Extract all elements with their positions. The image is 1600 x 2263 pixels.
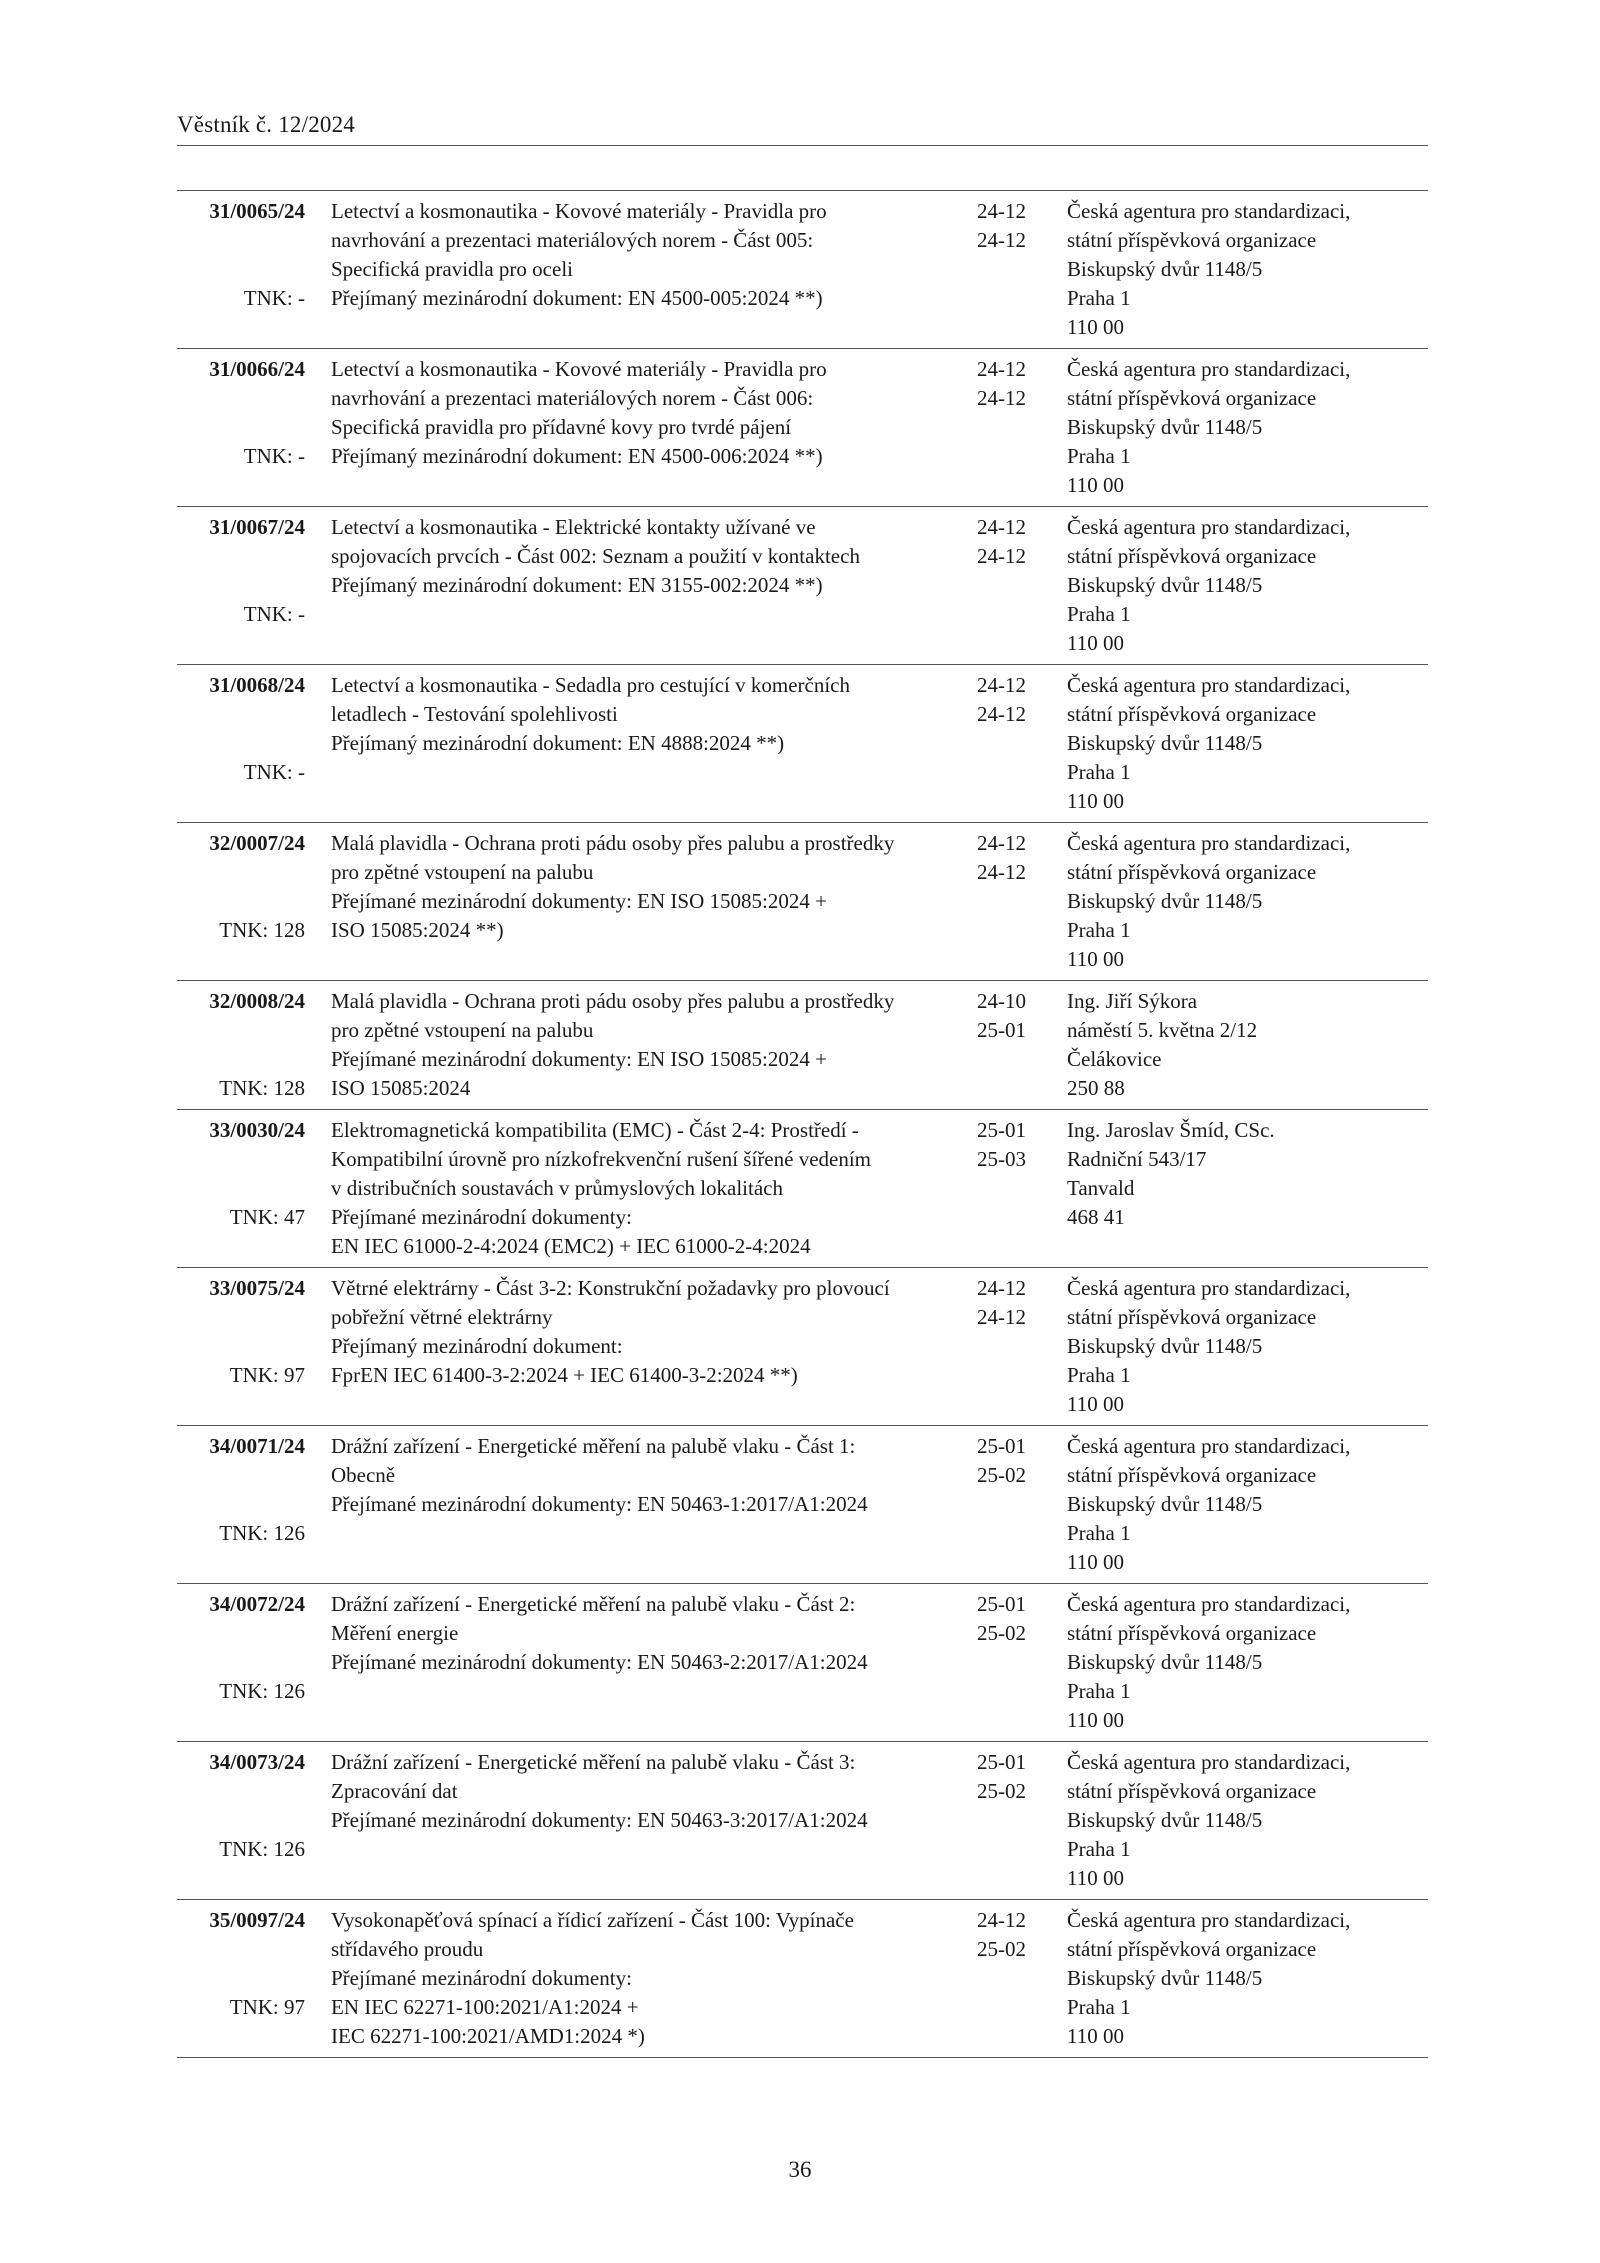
address-line: Biskupský dvůr 1148/5 [1067,1492,1263,1516]
address-line: Česká agentura pro standardizaci, [1067,673,1351,697]
standard-title-cell [305,1748,977,1893]
standard-title-cell [305,1116,977,1261]
address-cell [1067,829,1428,974]
address-line: 110 00 [1067,473,1124,497]
standard-number: 34/0072/24 [209,1592,305,1616]
date-value: 25-01 [977,1018,1026,1042]
dates-cell [977,1748,1067,1893]
address-cell [1067,197,1428,342]
address-line: 110 00 [1067,1866,1124,1890]
table-row [177,1426,1428,1584]
address-cell [1067,987,1428,1103]
standard-title-cell [305,1432,977,1577]
address-cell [1067,1748,1428,1893]
address-line: Biskupský dvůr 1148/5 [1067,1334,1263,1358]
standard-number: 31/0066/24 [209,357,305,381]
title-line: Přejímaný mezinárodní dokument: EN 4500-006:2024 **) [331,444,823,468]
address-line: Praha 1 [1067,760,1131,784]
tnk-label: TNK: 126 [219,1837,305,1861]
title-line: Drážní zařízení - Energetické měření na palubě vlaku - Část 1: [331,1434,856,1458]
standard-number: 32/0008/24 [209,989,305,1013]
standard-id-cell [177,197,305,342]
tnk-label: TNK: - [243,760,305,784]
date-value: 24-12 [977,673,1026,697]
standard-id-cell [177,1748,305,1893]
title-line: Elektromagnetická kompatibilita (EMC) - Část 2-4: Prostředí - [331,1118,859,1142]
standard-number: 35/0097/24 [209,1908,305,1932]
standard-number: 32/0007/24 [209,831,305,855]
address-cell [1067,1590,1428,1735]
title-line: letadlech - Testování spolehlivosti [331,702,618,726]
title-line: ISO 15085:2024 [331,1076,471,1100]
title-line: Drážní zařízení - Energetické měření na palubě vlaku - Část 2: [331,1592,856,1616]
address-line: Čelákovice [1067,1047,1162,1071]
table-row [177,1900,1428,2058]
standard-title-cell [305,1274,977,1419]
address-line: náměstí 5. května 2/12 [1067,1018,1258,1042]
address-line: 110 00 [1067,1550,1124,1574]
title-line: Specifická pravidla pro oceli [331,257,573,281]
address-cell [1067,671,1428,816]
page-number: 36 [788,2157,812,2182]
address-cell [1067,1906,1428,2051]
title-line: Letectví a kosmonautika - Kovové materiály - Pravidla pro [331,199,827,223]
address-line: Praha 1 [1067,918,1131,942]
dates-cell [977,829,1067,974]
date-value: 24-12 [977,702,1026,726]
title-line: Přejímané mezinárodní dokumenty: EN ISO 15085:2024 + [331,1047,827,1071]
title-line: Malá plavidla - Ochrana proti pádu osoby přes palubu a prostředky [331,831,895,855]
address-line: státní příspěvková organizace [1067,544,1317,568]
date-value: 24-12 [977,1305,1026,1329]
page-header-title: Věstník č. 12/2024 [177,112,355,137]
header-divider [177,145,1428,146]
standard-title-cell [305,829,977,974]
title-line: Přejímaný mezinárodní dokument: EN 4888:2024 **) [331,731,785,755]
address-line: Praha 1 [1067,1995,1131,2019]
address-line: Česká agentura pro standardizaci, [1067,1592,1351,1616]
tnk-label: TNK: - [243,602,305,626]
date-value: 24-12 [977,544,1026,568]
title-line: Přejímaný mezinárodní dokument: EN 3155-002:2024 **) [331,573,823,597]
tnk-label: TNK: 128 [219,918,305,942]
address-line: Biskupský dvůr 1148/5 [1067,731,1263,755]
tnk-label: TNK: 97 [229,1363,305,1387]
date-value: 25-01 [977,1118,1026,1142]
standard-number: 33/0030/24 [209,1118,305,1142]
address-cell [1067,1432,1428,1577]
dates-cell [977,987,1067,1103]
address-line: 110 00 [1067,315,1124,339]
date-value: 24-12 [977,357,1026,381]
address-line: Ing. Jiří Sýkora [1067,989,1198,1013]
address-line: Praha 1 [1067,1521,1131,1545]
tnk-label: TNK: - [243,286,305,310]
tnk-label: TNK: 128 [219,1076,305,1100]
address-line: 110 00 [1067,1708,1124,1732]
dates-cell [977,197,1067,342]
address-cell [1067,1274,1428,1419]
title-line: Kompatibilní úrovně pro nízkofrekvenční rušení šířené vedením [331,1147,872,1171]
standard-id-cell [177,1116,305,1261]
address-line: Praha 1 [1067,1679,1131,1703]
address-line: Radniční 543/17 [1067,1147,1207,1171]
address-line: Česká agentura pro standardizaci, [1067,1908,1351,1932]
standard-title-cell [305,1906,977,2051]
table-row [177,981,1428,1110]
standard-title-cell [305,1590,977,1735]
title-line: spojovacích prvcích - Část 002: Seznam a použití v kontaktech [331,544,860,568]
table-row [177,507,1428,665]
date-value: 25-02 [977,1779,1026,1803]
address-line: Biskupský dvůr 1148/5 [1067,573,1263,597]
address-cell [1067,513,1428,658]
address-line: Česká agentura pro standardizaci, [1067,1750,1351,1774]
address-line: 110 00 [1067,2024,1124,2048]
title-line: navrhování a prezentaci materiálových norem - Část 005: [331,228,814,252]
address-line: Česká agentura pro standardizaci, [1067,199,1351,223]
address-line: Biskupský dvůr 1148/5 [1067,415,1263,439]
title-line: FprEN IEC 61400-3-2:2024 + IEC 61400-3-2:2024 **) [331,1363,798,1387]
date-value: 25-02 [977,1621,1026,1645]
title-line: EN IEC 61000-2-4:2024 (EMC2) + IEC 61000-2-4:2024 [331,1234,811,1258]
address-line: Praha 1 [1067,1837,1131,1861]
standard-id-cell [177,829,305,974]
title-line: Měření energie [331,1621,459,1645]
standard-id-cell [177,513,305,658]
address-line: Biskupský dvůr 1148/5 [1067,889,1263,913]
standard-number: 31/0068/24 [209,673,305,697]
standard-id-cell [177,1590,305,1735]
title-line: Přejímané mezinárodní dokumenty: [331,1966,632,1990]
address-line: Tanvald [1067,1176,1135,1200]
table-row [177,191,1428,349]
address-line: Česká agentura pro standardizaci, [1067,831,1351,855]
standard-number: 33/0075/24 [209,1276,305,1300]
title-line: ISO 15085:2024 **) [331,918,504,942]
standard-title-cell [305,987,977,1103]
address-line: Praha 1 [1067,286,1131,310]
address-line: Česká agentura pro standardizaci, [1067,1434,1351,1458]
title-line: Specifická pravidla pro přídavné kovy pro tvrdé pájení [331,415,792,439]
tnk-label: TNK: 126 [219,1521,305,1545]
table-row [177,1584,1428,1742]
title-line: Přejímané mezinárodní dokumenty: EN 50463-2:2017/A1:2024 [331,1650,868,1674]
title-line: pobřežní větrné elektrárny [331,1305,553,1329]
date-value: 25-02 [977,1463,1026,1487]
address-line: Biskupský dvůr 1148/5 [1067,257,1263,281]
tnk-label: TNK: - [243,444,305,468]
title-line: Drážní zařízení - Energetické měření na palubě vlaku - Část 3: [331,1750,856,1774]
dates-cell [977,1116,1067,1261]
address-line: státní příspěvková organizace [1067,1937,1317,1961]
standard-title-cell [305,671,977,816]
title-line: Obecně [331,1463,396,1487]
date-value: 24-12 [977,199,1026,223]
address-line: státní příspěvková organizace [1067,1779,1317,1803]
standard-id-cell [177,1906,305,2051]
table-row [177,349,1428,507]
standard-number: 34/0073/24 [209,1750,305,1774]
standard-id-cell [177,1432,305,1577]
dates-cell [977,355,1067,500]
address-line: státní příspěvková organizace [1067,1621,1317,1645]
address-line: 110 00 [1067,947,1124,971]
title-line: Přejímané mezinárodní dokumenty: EN 50463-1:2017/A1:2024 [331,1492,868,1516]
title-line: Přejímaný mezinárodní dokument: [331,1334,623,1358]
tnk-label: TNK: 47 [229,1205,305,1229]
date-value: 25-01 [977,1434,1026,1458]
date-value: 24-10 [977,989,1026,1013]
address-line: státní příspěvková organizace [1067,1305,1317,1329]
table-row [177,823,1428,981]
date-value: 24-12 [977,386,1026,410]
date-value: 25-01 [977,1592,1026,1616]
address-line: Praha 1 [1067,602,1131,626]
tnk-label: TNK: 126 [219,1679,305,1703]
title-line: střídavého proudu [331,1937,484,1961]
standard-title-cell [305,197,977,342]
standard-number: 31/0067/24 [209,515,305,539]
date-value: 25-03 [977,1147,1026,1171]
dates-cell [977,1906,1067,2051]
table-row [177,1268,1428,1426]
title-line: Přejímané mezinárodní dokumenty: EN ISO 15085:2024 + [331,889,827,913]
title-line: IEC 62271-100:2021/AMD1:2024 *) [331,2024,645,2048]
dates-cell [977,1432,1067,1577]
address-line: Biskupský dvůr 1148/5 [1067,1808,1263,1832]
address-line: Ing. Jaroslav Šmíd, CSc. [1067,1118,1275,1142]
date-value: 24-12 [977,228,1026,252]
address-line: Praha 1 [1067,1363,1131,1387]
standard-number: 31/0065/24 [209,199,305,223]
address-line: 468 41 [1067,1205,1125,1229]
date-value: 24-12 [977,1276,1026,1300]
standard-id-cell [177,1274,305,1419]
address-line: Česká agentura pro standardizaci, [1067,1276,1351,1300]
standard-number: 34/0071/24 [209,1434,305,1458]
address-line: 110 00 [1067,1392,1124,1416]
title-line: pro zpětné vstoupení na palubu [331,1018,594,1042]
address-line: Biskupský dvůr 1148/5 [1067,1650,1263,1674]
address-line: státní příspěvková organizace [1067,702,1317,726]
standard-title-cell [305,513,977,658]
dates-cell [977,1274,1067,1419]
date-value: 24-12 [977,1908,1026,1932]
title-line: Větrné elektrárny - Část 3-2: Konstrukční požadavky pro plovoucí [331,1276,890,1300]
title-line: Letectví a kosmonautika - Elektrické kontakty užívané ve [331,515,816,539]
title-line: Zpracování dat [331,1779,458,1803]
address-line: státní příspěvková organizace [1067,228,1317,252]
title-line: Vysokonapěťová spínací a řídicí zařízení - Část 100: Vypínače [331,1908,854,1932]
title-line: Letectví a kosmonautika - Sedadla pro cestující v komerčních [331,673,850,697]
table-row [177,1742,1428,1900]
address-line: 250 88 [1067,1076,1125,1100]
address-line: Česká agentura pro standardizaci, [1067,357,1351,381]
dates-cell [977,671,1067,816]
date-value: 24-12 [977,831,1026,855]
address-cell [1067,355,1428,500]
title-line: v distribučních soustavách v průmyslových lokalitách [331,1176,783,1200]
title-line: Malá plavidla - Ochrana proti pádu osoby přes palubu a prostředky [331,989,895,1013]
title-line: EN IEC 62271-100:2021/A1:2024 + [331,1995,639,2019]
address-line: Česká agentura pro standardizaci, [1067,515,1351,539]
date-value: 25-01 [977,1750,1026,1774]
address-line: 110 00 [1067,631,1124,655]
date-value: 25-02 [977,1937,1026,1961]
title-line: Přejímané mezinárodní dokumenty: [331,1205,632,1229]
date-value: 24-12 [977,860,1026,884]
title-line: Přejímané mezinárodní dokumenty: EN 50463-3:2017/A1:2024 [331,1808,868,1832]
dates-cell [977,513,1067,658]
date-value: 24-12 [977,515,1026,539]
address-line: státní příspěvková organizace [1067,1463,1317,1487]
title-line: Letectví a kosmonautika - Kovové materiály - Pravidla pro [331,357,827,381]
address-line: Praha 1 [1067,444,1131,468]
standard-id-cell [177,355,305,500]
address-line: státní příspěvková organizace [1067,860,1317,884]
standard-id-cell [177,671,305,816]
address-line: 110 00 [1067,789,1124,813]
address-line: Biskupský dvůr 1148/5 [1067,1966,1263,1990]
table-row [177,665,1428,823]
address-cell [1067,1116,1428,1261]
standard-title-cell [305,355,977,500]
table-row [177,1110,1428,1268]
standards-table [177,190,1428,2058]
tnk-label: TNK: 97 [229,1995,305,2019]
title-line: Přejímaný mezinárodní dokument: EN 4500-005:2024 **) [331,286,823,310]
title-line: pro zpětné vstoupení na palubu [331,860,594,884]
address-line: státní příspěvková organizace [1067,386,1317,410]
title-line: navrhování a prezentaci materiálových norem - Část 006: [331,386,814,410]
dates-cell [977,1590,1067,1735]
standard-id-cell [177,987,305,1103]
